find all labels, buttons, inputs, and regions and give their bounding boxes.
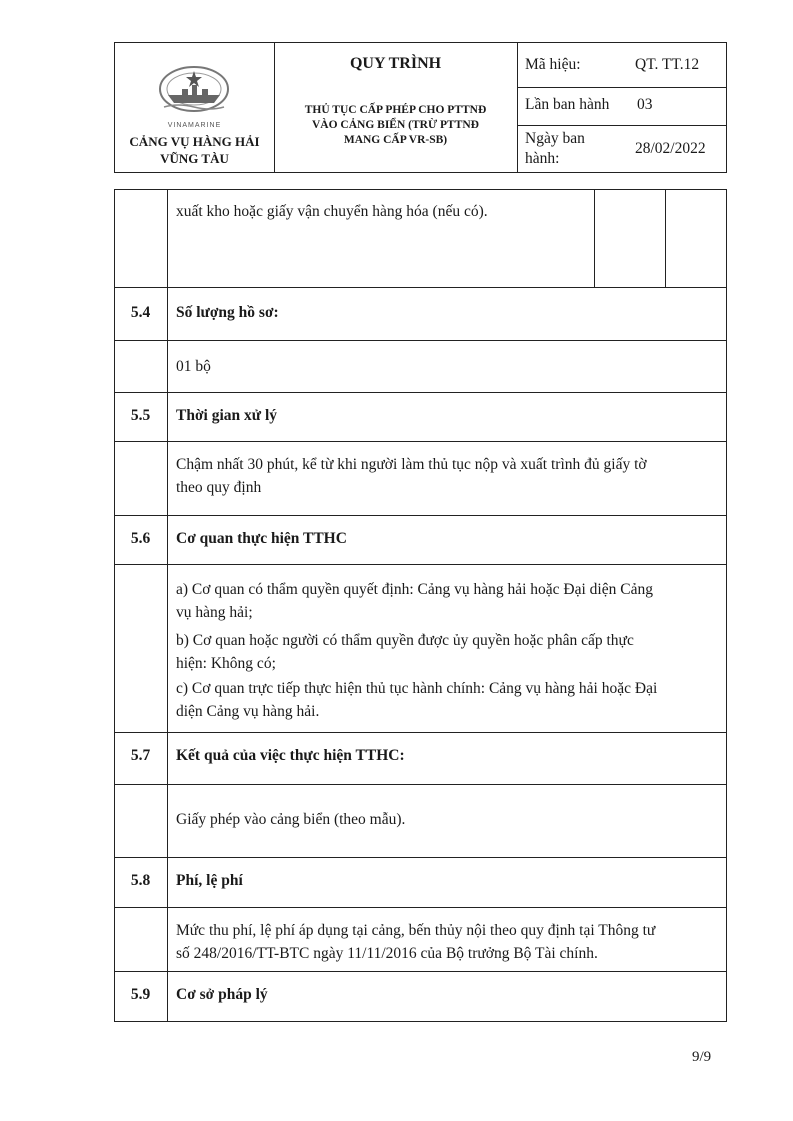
section-heading: Số lượng hồ sơ: [176, 304, 279, 321]
vinamarine-logo-icon [158, 59, 230, 119]
page-number: 9/9 [692, 1049, 712, 1065]
section-heading: Cơ quan thực hiện TTHC [176, 530, 347, 547]
row-divider [114, 441, 727, 442]
document-title: QUY TRÌNH [349, 55, 442, 72]
header-divider [517, 43, 518, 172]
organization-name: CẢNG VỤ HÀNG HẢI VŨNG TÀU [129, 134, 260, 166]
document-subtitle: THỦ TỤC CẤP PHÉP CHO PTTNĐ VÀO CẢNG BIỂN (TRỪ PTTNĐ MANG CẤP VR-SB) [304, 104, 487, 146]
column-divider [665, 189, 666, 287]
section-body: Chậm nhất 30 phút, kể từ khi người làm thủ tục nộp và xuất trình đủ giấy tờ theo quy định [176, 456, 647, 496]
section-body: Mức thu phí, lệ phí áp dụng tại cảng, bến thủy nội theo quy định tại Thông tư số 248/2016/TT-BTC ngày 11/11/2016 của Bộ trưởng Bộ Tài chính. [176, 922, 656, 962]
section-number: 5.7 [130, 747, 151, 764]
row-divider [114, 907, 727, 908]
section-heading: Cơ sở pháp lý [176, 986, 268, 1003]
edition-value: 03 [637, 96, 653, 113]
section-list-item: b) Cơ quan hoặc người có thẩm quyền được ủy quyền hoặc phân cấp thực hiện: Không có; [176, 632, 634, 672]
issue-date-label: Ngày ban hành: [525, 130, 585, 167]
row-divider [114, 564, 727, 565]
row-divider [114, 340, 727, 341]
continuation-text: xuất kho hoặc giấy vận chuyển hàng hóa (nếu có). [176, 203, 488, 220]
section-number: 5.9 [130, 986, 151, 1003]
row-divider [114, 971, 727, 972]
section-body: Giấy phép vào cảng biển (theo mẫu). [176, 811, 406, 828]
column-divider [167, 189, 168, 1022]
procedure-table [114, 189, 727, 1022]
section-list-item: c) Cơ quan trực tiếp thực hiện thủ tục hành chính: Cảng vụ hàng hải hoặc Đại diện Cảng vụ hàng hải. [176, 680, 658, 720]
section-heading: Kết quả của việc thực hiện TTHC: [176, 747, 405, 764]
organization-block [115, 43, 274, 172]
row-divider [114, 392, 727, 393]
section-body: 01 bộ [176, 358, 211, 375]
section-number: 5.8 [130, 872, 151, 889]
section-list-item: a) Cơ quan có thẩm quyền quyết định: Cảng vụ hàng hải hoặc Đại diện Cảng vụ hàng hải; [176, 581, 653, 621]
row-divider [114, 287, 727, 288]
section-number: 5.6 [130, 530, 151, 547]
document-header [114, 42, 727, 173]
table-border [114, 189, 727, 190]
logo-wordmark: VINAMARINE [167, 122, 222, 129]
section-number: 5.4 [130, 304, 151, 321]
row-divider [114, 857, 727, 858]
column-divider [594, 189, 595, 287]
section-heading: Thời gian xử lý [176, 407, 278, 424]
table-border [726, 189, 727, 1022]
row-divider [114, 732, 727, 733]
section-number: 5.5 [130, 407, 151, 424]
section-heading: Phí, lệ phí [176, 872, 243, 889]
procedure-title-block [274, 43, 517, 172]
code-label: Mã hiệu: [525, 56, 581, 73]
row-divider [114, 515, 727, 516]
header-divider [517, 87, 726, 88]
table-border [114, 1021, 727, 1022]
edition-label: Lần ban hành [525, 96, 610, 113]
code-value: QT. TT.12 [635, 56, 700, 73]
header-divider [517, 125, 726, 126]
issue-date-value: 28/02/2022 [635, 140, 706, 157]
row-divider [114, 784, 727, 785]
